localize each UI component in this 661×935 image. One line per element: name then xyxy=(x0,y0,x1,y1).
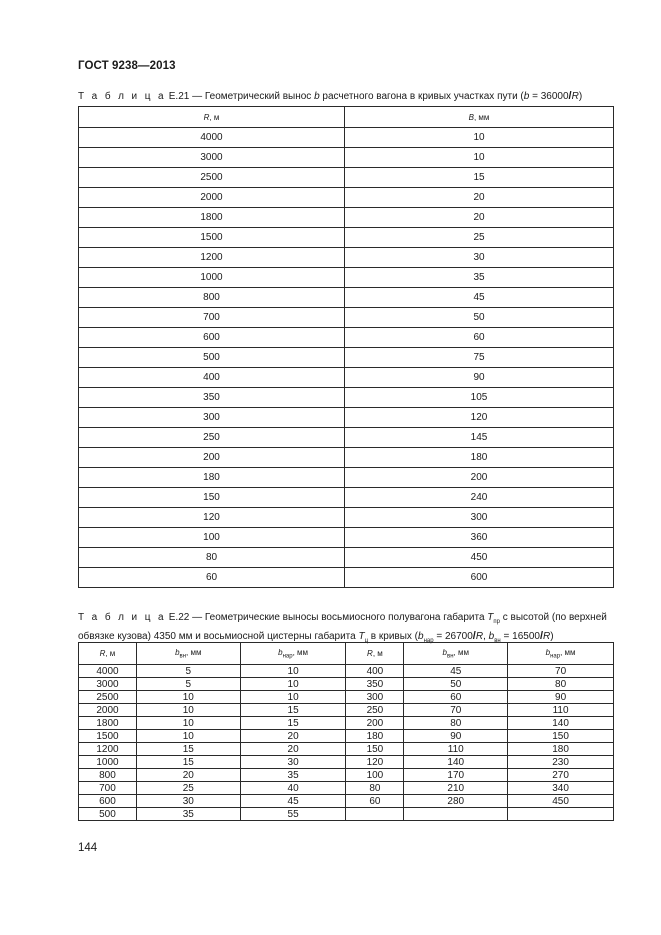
table-label: Т а б л и ц а xyxy=(78,91,166,102)
table-cell: 600 xyxy=(79,795,137,808)
table-cell: 90 xyxy=(404,730,508,743)
table-row xyxy=(79,568,614,588)
table-cell: 10 xyxy=(240,665,346,678)
column-header-radius: R, м xyxy=(79,107,345,128)
table-row xyxy=(79,288,614,308)
table-cell: 30 xyxy=(240,756,346,769)
table-cell: 1500 xyxy=(79,228,345,248)
table-cell: 170 xyxy=(404,769,508,782)
table-row xyxy=(79,428,614,448)
table-cell: 280 xyxy=(404,795,508,808)
table-cell: 45 xyxy=(345,288,614,308)
table-cell: 35 xyxy=(136,808,240,821)
table-row xyxy=(79,268,614,288)
table-cell: 60 xyxy=(79,568,345,588)
table-cell: 80 xyxy=(404,717,508,730)
table-cell: 450 xyxy=(345,548,614,568)
table-cell: 450 xyxy=(508,795,614,808)
table-cell: 5 xyxy=(136,678,240,691)
table-cell: 600 xyxy=(345,568,614,588)
table-row xyxy=(79,488,614,508)
table-row xyxy=(79,717,614,730)
table-row xyxy=(79,448,614,468)
formula-radius: R xyxy=(571,91,579,102)
table-cell: 1500 xyxy=(79,730,137,743)
table-cell: 15 xyxy=(240,717,346,730)
table-cell: 200 xyxy=(345,468,614,488)
table-cell: 120 xyxy=(346,756,404,769)
table-row xyxy=(79,128,614,148)
table-cell: 1800 xyxy=(79,717,137,730)
column-header-outer-offset: $b_{нар}$, мм xyxy=(240,643,346,665)
table-cell xyxy=(508,808,614,821)
table-cell: 1000 xyxy=(79,756,137,769)
formula-variable: b xyxy=(523,91,530,102)
table-row xyxy=(79,548,614,568)
table-cell: 180 xyxy=(345,448,614,468)
table-e21-caption xyxy=(78,89,616,104)
table-cell: 25 xyxy=(345,228,614,248)
table-row xyxy=(79,388,614,408)
table-cell: 90 xyxy=(345,368,614,388)
table-cell: 2000 xyxy=(79,188,345,208)
table-cell: 20 xyxy=(345,208,614,228)
table-cell: 80 xyxy=(346,782,404,795)
table-row xyxy=(79,208,614,228)
table-cell: 1000 xyxy=(79,268,345,288)
table-cell: 240 xyxy=(345,488,614,508)
table-cell: 2500 xyxy=(79,691,137,704)
table-row xyxy=(79,704,614,717)
table-row xyxy=(79,678,614,691)
table-cell: 10 xyxy=(345,128,614,148)
table-cell: 80 xyxy=(79,548,345,568)
table-row xyxy=(79,368,614,388)
table-row xyxy=(79,691,614,704)
table-e22 xyxy=(78,642,614,821)
table-row xyxy=(79,148,614,168)
table-cell xyxy=(346,808,404,821)
table-cell: 10 xyxy=(240,691,346,704)
table-cell: 145 xyxy=(345,428,614,448)
table-row xyxy=(79,808,614,821)
table-cell: 150 xyxy=(346,743,404,756)
table-cell: 30 xyxy=(136,795,240,808)
table-row xyxy=(79,408,614,428)
table-cell: 10 xyxy=(136,717,240,730)
table-row xyxy=(79,528,614,548)
table-cell: 100 xyxy=(346,769,404,782)
table-cell: 140 xyxy=(404,756,508,769)
table-header-row xyxy=(79,643,614,665)
table-cell: 30 xyxy=(345,248,614,268)
table-row xyxy=(79,168,614,188)
table-cell: 10 xyxy=(345,148,614,168)
table-cell: 20 xyxy=(136,769,240,782)
table-cell: 150 xyxy=(79,488,345,508)
column-header-inner-offset-2: $b_{вн}$, мм xyxy=(404,643,508,665)
table-row xyxy=(79,795,614,808)
table-cell: 800 xyxy=(79,769,137,782)
table-cell: 60 xyxy=(404,691,508,704)
column-header-inner-offset: $b_{вн}$, мм xyxy=(136,643,240,665)
table-cell: 180 xyxy=(346,730,404,743)
table-cell: 250 xyxy=(346,704,404,717)
table-cell: 75 xyxy=(345,348,614,368)
table-cell: 2500 xyxy=(79,168,345,188)
formula-end: ) xyxy=(578,91,583,102)
table-cell: 300 xyxy=(345,508,614,528)
table-cell: 4000 xyxy=(79,665,137,678)
table-row xyxy=(79,730,614,743)
table-cell: 3000 xyxy=(79,148,345,168)
table-cell: 200 xyxy=(79,448,345,468)
table-cell: 70 xyxy=(508,665,614,678)
column-header-outer-offset-2: $b_{нар}$, мм xyxy=(508,643,614,665)
table-cell: 600 xyxy=(79,328,345,348)
table-cell: 20 xyxy=(240,743,346,756)
table-cell: 110 xyxy=(404,743,508,756)
table-cell: 80 xyxy=(508,678,614,691)
table-label: Т а б л и ц а xyxy=(78,612,166,623)
table-row xyxy=(79,228,614,248)
column-header-radius: R, м xyxy=(79,643,137,665)
formula-constant: = 36000 xyxy=(529,91,569,102)
table-cell: 1200 xyxy=(79,743,137,756)
table-row xyxy=(79,328,614,348)
table-cell: 20 xyxy=(240,730,346,743)
table-cell: 180 xyxy=(79,468,345,488)
table-cell: 10 xyxy=(240,678,346,691)
table-cell: 2000 xyxy=(79,704,137,717)
table-cell: 70 xyxy=(404,704,508,717)
table-cell: 10 xyxy=(136,730,240,743)
table-cell: 140 xyxy=(508,717,614,730)
table-cell: 400 xyxy=(79,368,345,388)
table-row xyxy=(79,769,614,782)
table-cell: 700 xyxy=(79,782,137,795)
table-cell: 100 xyxy=(79,528,345,548)
table-cell: 1800 xyxy=(79,208,345,228)
table-cell: 45 xyxy=(404,665,508,678)
table-cell: 40 xyxy=(240,782,346,795)
table-cell: 45 xyxy=(240,795,346,808)
table-number: Е.21 xyxy=(168,91,190,102)
table-cell: 300 xyxy=(346,691,404,704)
table-header-row xyxy=(79,107,614,128)
table-row xyxy=(79,756,614,769)
table-row xyxy=(79,348,614,368)
table-row xyxy=(79,248,614,268)
table-row xyxy=(79,308,614,328)
table-e22-caption: Т а б л и ц а Е.22 — Геометрические выносы восьмиосного полувагона габарита $T_{пр}$ с высотой (по верхней обвязке кузова) 4350 мм и восьмиосной цистерны габарита $T_ц$ в кривых ($b_{нар} = 26700/R$, $b_{вн} = 16500/R$) xyxy=(78,612,607,644)
table-row xyxy=(79,743,614,756)
table-cell: 15 xyxy=(240,704,346,717)
document-header: ГОСТ 9238—2013 xyxy=(78,60,176,72)
table-row xyxy=(79,665,614,678)
table-cell: 60 xyxy=(346,795,404,808)
table-cell: 340 xyxy=(508,782,614,795)
formula-slash: / xyxy=(568,90,572,102)
table-cell: 180 xyxy=(508,743,614,756)
table-e21 xyxy=(78,106,614,588)
table-cell: 500 xyxy=(79,808,137,821)
table-cell: 90 xyxy=(508,691,614,704)
table-cell: 15 xyxy=(136,756,240,769)
table-cell: 60 xyxy=(345,328,614,348)
table-cell: 700 xyxy=(79,308,345,328)
title-variable: b xyxy=(314,91,320,102)
table-cell: 4000 xyxy=(79,128,345,148)
table-cell: 200 xyxy=(346,717,404,730)
table-cell xyxy=(404,808,508,821)
table-row xyxy=(79,188,614,208)
page-number: 144 xyxy=(78,842,98,854)
table-cell: 105 xyxy=(345,388,614,408)
table-row xyxy=(79,782,614,795)
table-cell: 120 xyxy=(345,408,614,428)
table-cell: 250 xyxy=(79,428,345,448)
table-number: Е.22 xyxy=(168,612,190,623)
table-cell: 35 xyxy=(345,268,614,288)
table-cell: 5 xyxy=(136,665,240,678)
table-title: — Геометрический вынос xyxy=(189,91,315,102)
table-cell: 270 xyxy=(508,769,614,782)
table-cell: 50 xyxy=(404,678,508,691)
table-cell: 360 xyxy=(345,528,614,548)
table-cell: 3000 xyxy=(79,678,137,691)
column-header-offset: B, мм xyxy=(345,107,614,128)
table-cell: 210 xyxy=(404,782,508,795)
table-cell: 120 xyxy=(79,508,345,528)
table-cell: 20 xyxy=(345,188,614,208)
table-cell: 400 xyxy=(346,665,404,678)
table-cell: 800 xyxy=(79,288,345,308)
table-cell: 300 xyxy=(79,408,345,428)
table-cell: 10 xyxy=(136,704,240,717)
column-header-radius-2: R, м xyxy=(346,643,404,665)
table-cell: 25 xyxy=(136,782,240,795)
table-cell: 150 xyxy=(508,730,614,743)
table-cell: 350 xyxy=(79,388,345,408)
table-cell: 50 xyxy=(345,308,614,328)
table-cell: 230 xyxy=(508,756,614,769)
table-cell: 350 xyxy=(346,678,404,691)
table-cell: 1200 xyxy=(79,248,345,268)
table-cell: 15 xyxy=(136,743,240,756)
table-cell: 55 xyxy=(240,808,346,821)
table-row xyxy=(79,508,614,528)
table-cell: 15 xyxy=(345,168,614,188)
table-cell: 110 xyxy=(508,704,614,717)
table-cell: 35 xyxy=(240,769,346,782)
table-cell: 10 xyxy=(136,691,240,704)
table-title-rest: расчетного вагона в кривых участках пути ( xyxy=(319,91,524,102)
table-row xyxy=(79,468,614,488)
table-cell: 500 xyxy=(79,348,345,368)
